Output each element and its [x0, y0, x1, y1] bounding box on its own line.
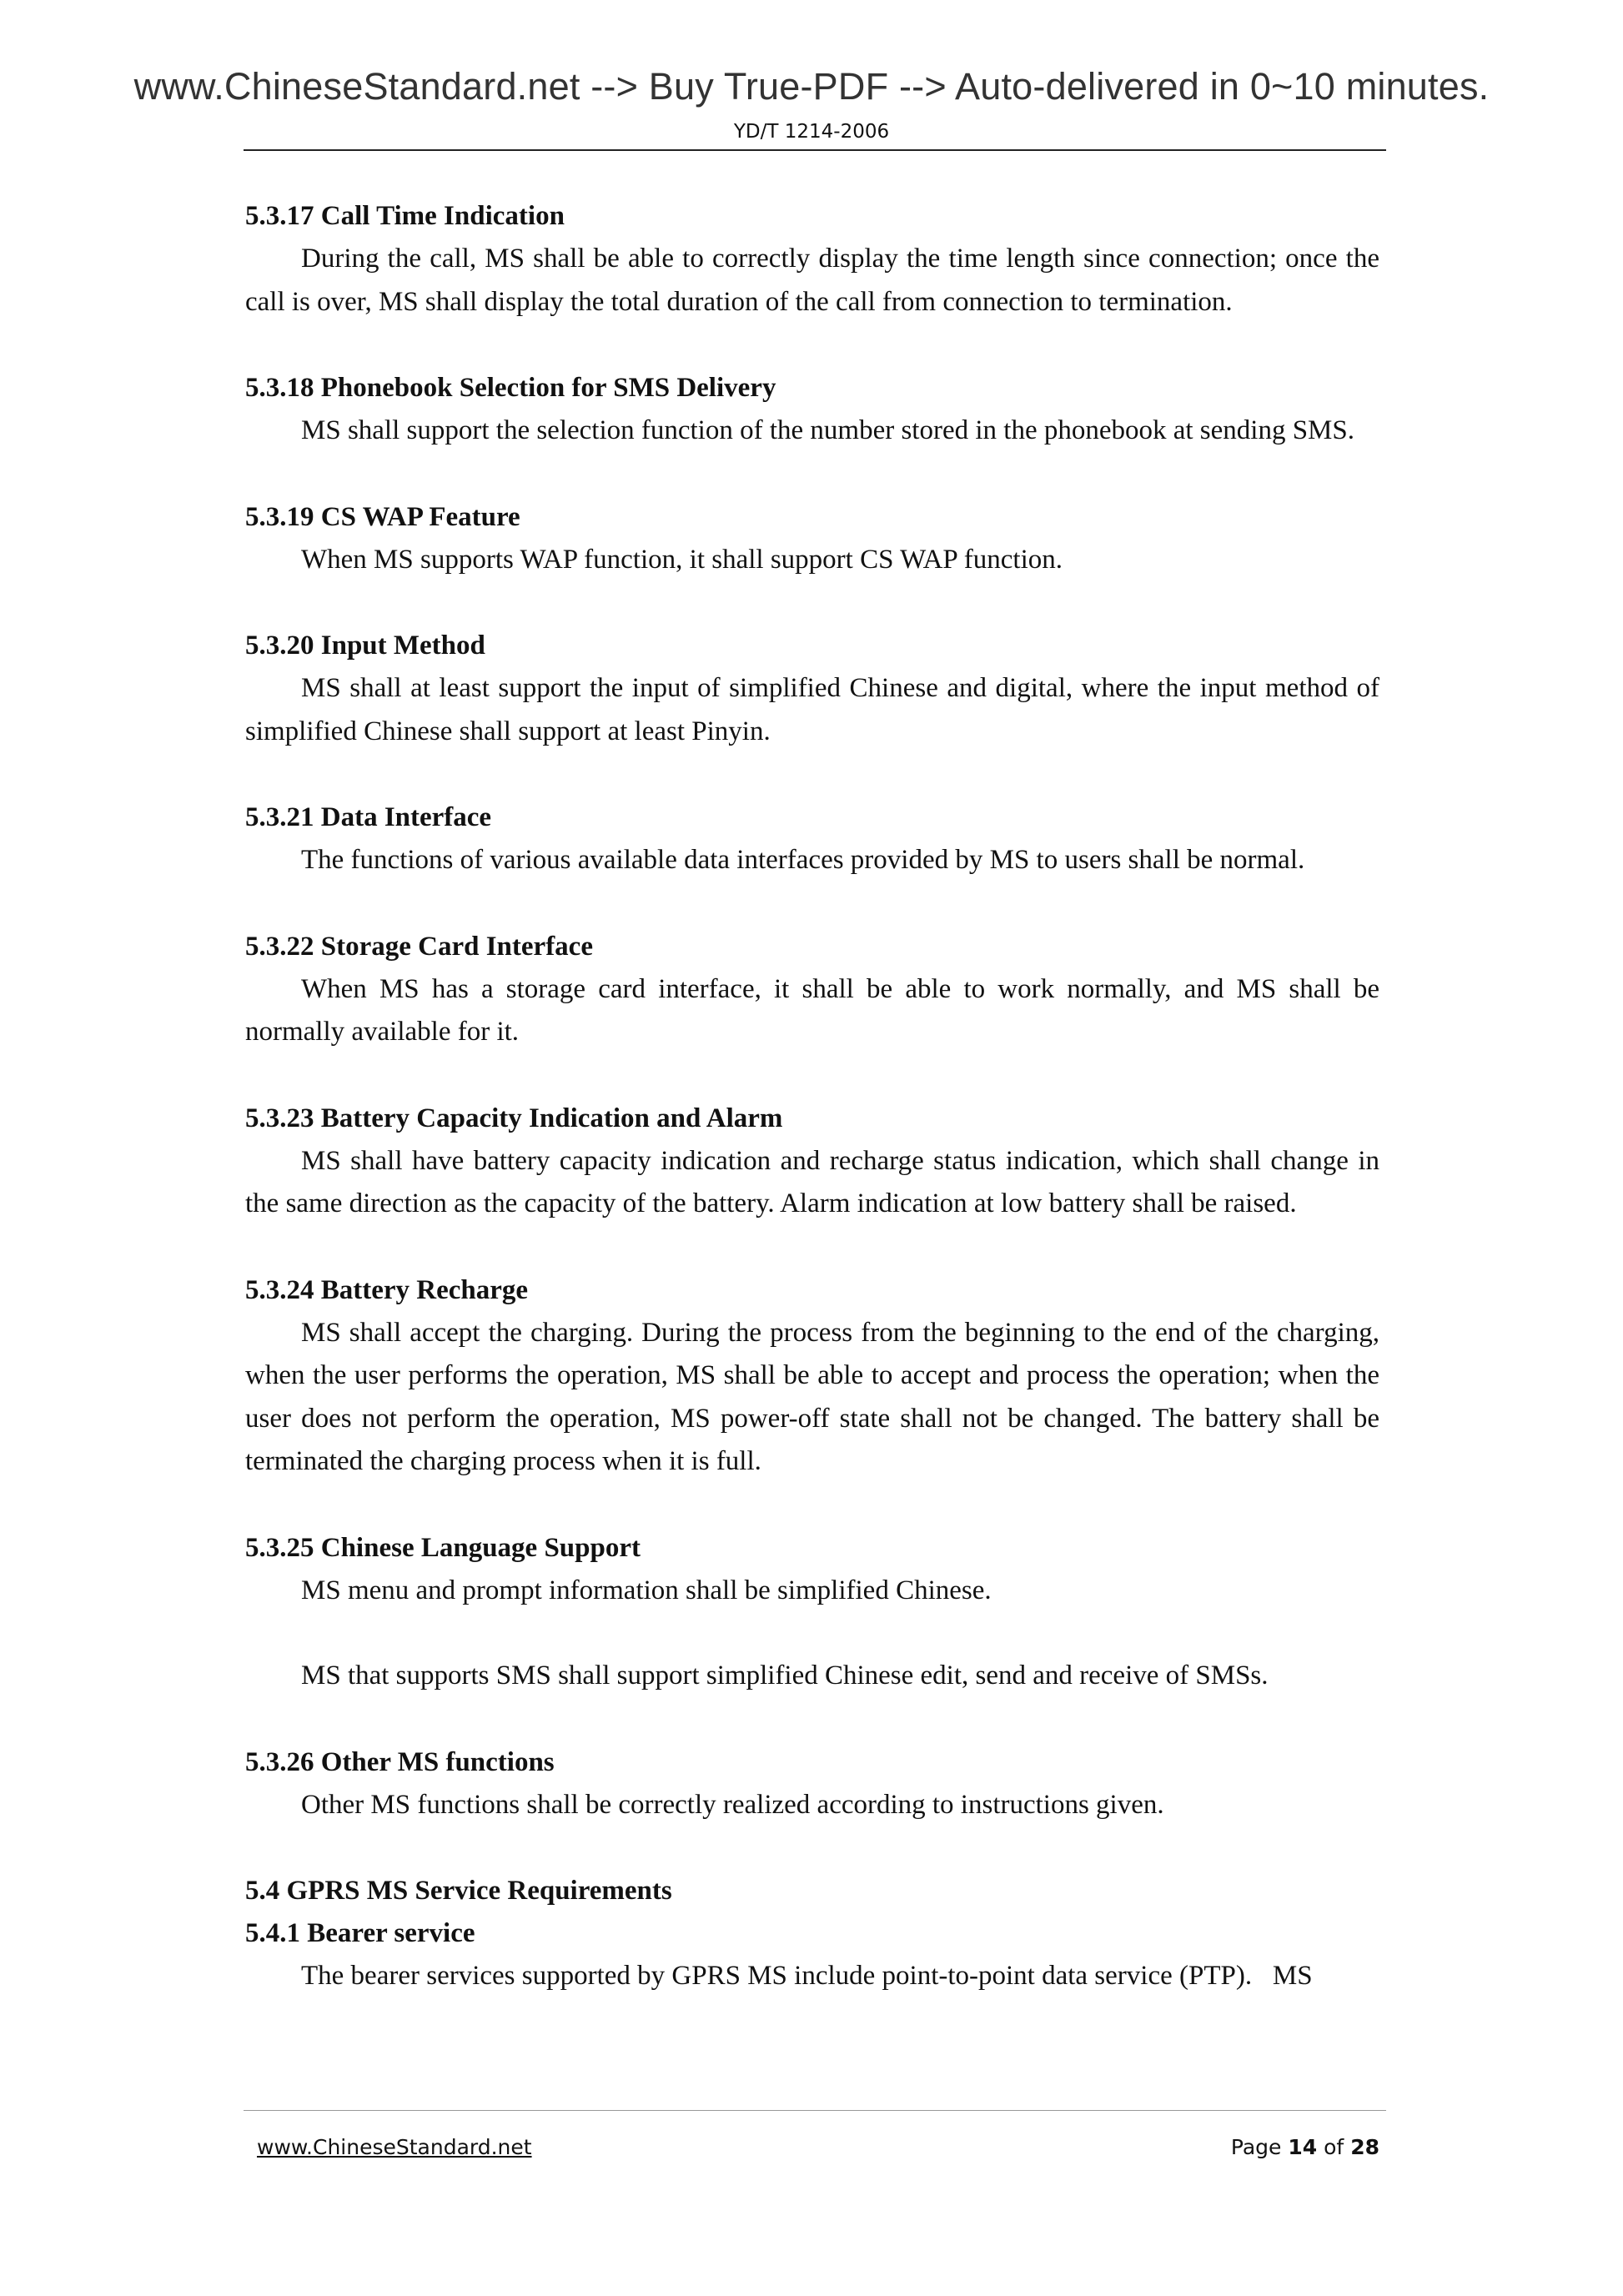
section-paragraph: MS shall have battery capacity indication and recharge status indication, which shall change in the same direction as the capacity of the battery. Alarm indication at low battery shall be raised. [245, 1145, 1379, 1218]
section-paragraph: MS that supports SMS shall support simplified Chinese edit, send and receive of SMSs. [301, 1660, 1269, 1691]
section-heading: 5.3.25 Chinese Language Support [245, 1532, 641, 1563]
section-heading: 5.3.20 Input Method [245, 631, 485, 661]
section-paragraph: MS shall at least support the input of simplified Chinese and digital, where the input method of simplified Chinese shall support at least Pinyin. [245, 673, 1379, 746]
page-label: Page [1230, 2135, 1282, 2159]
section-5-3-20 [245, 625, 1379, 753]
document-body [245, 195, 1379, 1998]
page-current: 14 [1288, 2135, 1318, 2159]
section-heading: 5.3.22 Storage Card Interface [245, 931, 593, 962]
section-5-4 [245, 1870, 1379, 1998]
footer-website-link[interactable]: www.ChineseStandard.net [257, 2135, 532, 2159]
page-of: of [1324, 2135, 1344, 2159]
section-5-3-24 [245, 1269, 1379, 1484]
section-5-3-22 [245, 926, 1379, 1054]
section-5-3-23 [245, 1098, 1379, 1226]
section-paragraph: The functions of various available data interfaces provided by MS to users shall be normal. [301, 845, 1305, 875]
section-paragraph: MS menu and prompt information shall be simplified Chinese. [301, 1575, 992, 1605]
section-5-3-17 [245, 195, 1379, 324]
section-heading: 5.3.24 Battery Recharge [245, 1274, 529, 1305]
section-5-3-21 [245, 796, 1379, 882]
section-5-3-25 [245, 1527, 1379, 1698]
section-paragraph: When MS has a storage card interface, it shall be able to work normally, and MS shall be normally available for it. [245, 973, 1379, 1047]
page-number [1231, 2135, 1379, 2159]
section-paragraph: When MS supports WAP function, it shall support CS WAP function. [301, 544, 1063, 575]
section-paragraph: During the call, MS shall be able to correctly display the time length since connection; once the call is over, MS shall display the total duration of the call from connection to termination. [245, 244, 1379, 317]
section-heading: 5.3.23 Battery Capacity Indication and Alarm [245, 1103, 783, 1133]
section-paragraph: The bearer services supported by GPRS MS include point-to-point data service (PTP). MS [301, 1961, 1313, 1991]
promo-banner[interactable]: www.ChineseStandard.net --> Buy True-PDF --> Auto-delivered in 0~10 minutes. [133, 65, 1490, 108]
section-5-3-19 [245, 496, 1379, 582]
subsection-heading: 5.4.1 Bearer service [245, 1918, 475, 1948]
section-heading: 5.3.18 Phonebook Selection for SMS Delivery [245, 373, 776, 403]
section-heading: 5.3.17 Call Time Indication [245, 201, 565, 231]
footer-divider [244, 2110, 1386, 2111]
section-5-3-26 [245, 1741, 1379, 1827]
section-5-3-18 [245, 367, 1379, 453]
section-heading: 5.3.21 Data Interface [245, 802, 492, 832]
page-total: 28 [1350, 2135, 1379, 2159]
section-heading: 5.3.19 CS WAP Feature [245, 501, 520, 532]
section-paragraph: Other MS functions shall be correctly realized according to instructions given. [301, 1789, 1164, 1820]
section-heading: 5.4 GPRS MS Service Requirements [245, 1876, 672, 1906]
section-paragraph: MS shall support the selection function of the number stored in the phonebook at sending SMS. [301, 415, 1355, 445]
header-divider [244, 149, 1386, 151]
section-paragraph: MS shall accept the charging. During the process from the beginning to the end of the charging, when the user performs the operation, MS shall be able to accept and process the operation; when the user does not perform the operation, MS power-off state shall not be changed. The battery shall be terminated the charging process when it is full. [245, 1317, 1379, 1476]
document-code: YD/T 1214-2006 [733, 121, 890, 143]
section-heading: 5.3.26 Other MS functions [245, 1746, 555, 1777]
